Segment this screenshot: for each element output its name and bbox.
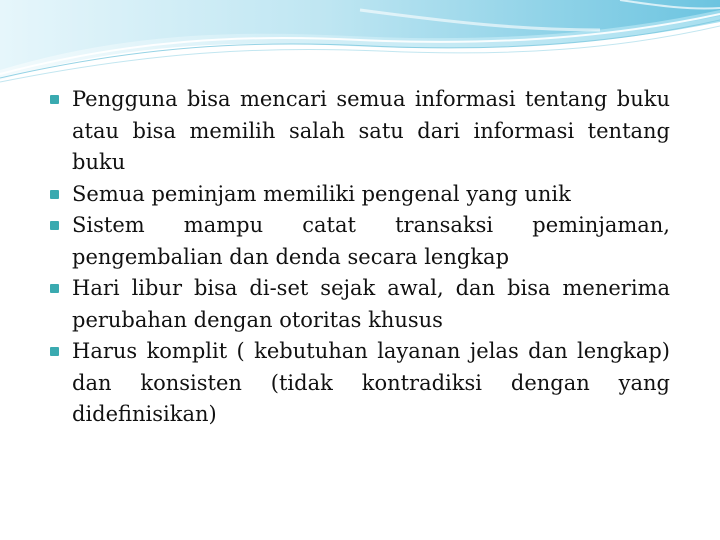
- list-item: [50, 210, 670, 273]
- list-item: [50, 84, 670, 179]
- bullet-list-container: [50, 84, 670, 431]
- bullet-text: Semua peminjam memiliki pengenal yang unik: [72, 181, 571, 206]
- square-bullet-icon: [50, 221, 59, 230]
- square-bullet-icon: [50, 95, 59, 104]
- square-bullet-icon: [50, 190, 59, 199]
- list-item: [50, 273, 670, 336]
- header-wave-decoration: [0, 0, 720, 90]
- bullet-text: Harus komplit ( kebutuhan layanan jelas dan lengkap) dan konsisten (tidak kontradiksi dengan yang didefinisikan): [72, 339, 670, 426]
- bullet-text: Sistem mampu catat transaksi peminjaman, pengembalian dan denda secara lengkap: [72, 213, 670, 269]
- bullet-text: Pengguna bisa mencari semua informasi tentang buku atau bisa memilih salah satu dari informasi tentang buku: [72, 87, 670, 174]
- list-item: [50, 336, 670, 431]
- square-bullet-icon: [50, 284, 59, 293]
- bullet-text: Hari libur bisa di-set sejak awal, dan bisa menerima perubahan dengan otoritas khusus: [72, 276, 670, 332]
- square-bullet-icon: [50, 347, 59, 356]
- list-item: [50, 179, 670, 211]
- bullet-list: [50, 84, 670, 431]
